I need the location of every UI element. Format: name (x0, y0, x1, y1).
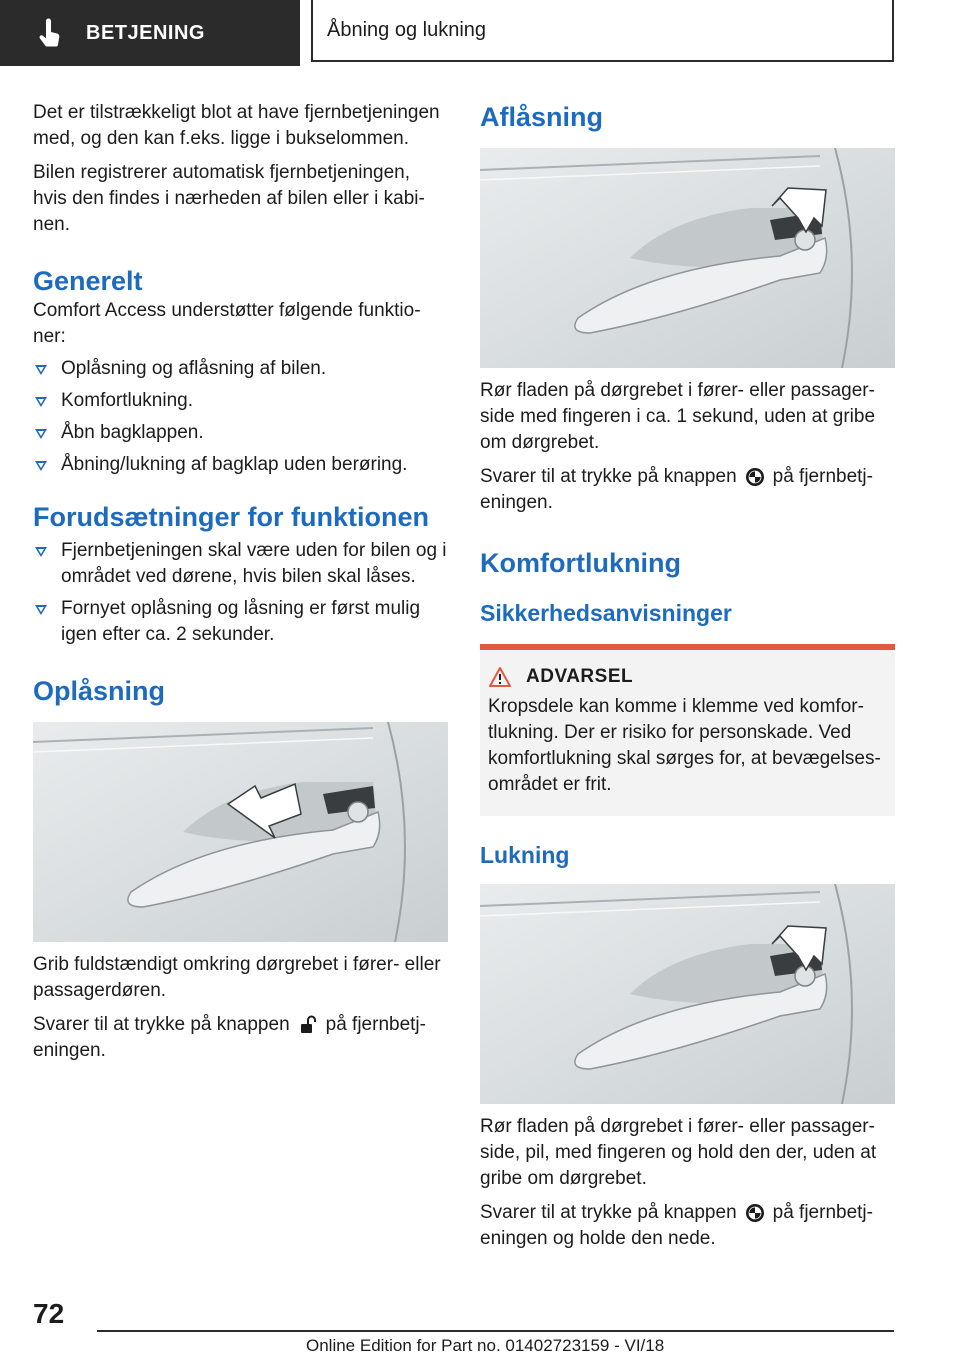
paragraph: Det er tilstrækkeligt blot at have fjernbetjeningen med, og den kan f.eks. ligge i bukselommen. (33, 102, 440, 149)
list-item: Åbn bagklappen. (33, 420, 448, 446)
paragraph: Svarer til at trykke på knappen på fjernbetj-eningen og holde den nede. (480, 1202, 873, 1249)
heading-lukning: Lukning (480, 842, 570, 868)
list-item: Komfortlukning. (33, 388, 448, 414)
bullet-triangle-icon (35, 461, 47, 471)
right-column (480, 100, 895, 1262)
bmw-roundel-icon (745, 1203, 765, 1223)
warning-text: Kropsdele kan komme i klemme ved komfor-tlukning. Der er risiko for personskade. Ved komfortlukning skal sørges for, at bevægelses-området er frit. (488, 696, 881, 795)
footer-divider (97, 1330, 894, 1332)
bmw-roundel-icon (745, 467, 765, 487)
paragraph: Rør fladen på dørgrebet i fører- eller passager-side med fingeren i ca. 1 sekund, uden at gribe om dørgrebet. (480, 380, 876, 453)
edition-text: Online Edition for Part no. 01402723159 - VI/18 (306, 1336, 665, 1355)
generelt-list (33, 356, 448, 478)
door-handle-close-figure (480, 884, 895, 1104)
paragraph: Svarer til at trykke på knappen på fjernbetj-eningen. (33, 1014, 426, 1061)
heading-sikkerhedsanvisninger: Sikkerhedsanvisninger (480, 600, 732, 626)
list-item: Åbning/lukning af bagklap uden berøring. (33, 452, 448, 478)
page-header (0, 0, 960, 66)
warning-triangle-icon (488, 666, 512, 688)
warning-title: ADVARSEL (526, 666, 634, 687)
list-item: Oplåsning og aflåsning af bilen. (33, 356, 448, 382)
heading-forudsaetninger: Forudsætninger for funktionen (33, 502, 429, 532)
bullet-triangle-icon (35, 365, 47, 375)
chapter-title: BETJENING (86, 21, 205, 44)
paragraph: Bilen registrerer automatisk fjernbetjeningen, hvis den findes i nærheden af bilen eller i kabi-nen. (33, 162, 425, 235)
paragraph: Rør fladen på dørgrebet i fører- eller passager-side, pil, med fingeren og hold den der, uden at gribe om dørgrebet. (480, 1116, 877, 1189)
page-number: 72 (33, 1298, 65, 1329)
unlock-icon (298, 1015, 318, 1035)
list-item: Fjernbetjeningen skal være uden for bilen og i området ved dørene, hvis bilen skal låses. (33, 538, 448, 590)
heading-komfortlukning: Komfortlukning (480, 548, 681, 578)
door-handle-lock-figure (480, 148, 895, 368)
heading-oplaasning: Oplåsning (33, 676, 166, 706)
paragraph: Grib fuldstændigt omkring dørgrebet i fører- eller passagerdøren. (33, 954, 441, 1001)
hand-touch-icon (36, 18, 64, 48)
heading-aflaasning: Aflåsning (480, 102, 604, 132)
chapter-tab[interactable] (0, 0, 300, 66)
paragraph: Comfort Access understøtter følgende funktio-ner: (33, 300, 421, 347)
section-tab (311, 0, 894, 62)
left-column (33, 100, 448, 1074)
forudsaetninger-list (33, 538, 448, 648)
bullet-triangle-icon (35, 429, 47, 439)
list-item: Fornyet oplåsning og låsning er først mulig igen efter ca. 2 sekunder. (33, 596, 448, 648)
paragraph: Svarer til at trykke på knappen på fjernbetj-eningen. (480, 466, 873, 513)
heading-generelt: Generelt (33, 266, 143, 296)
section-title: Åbning og lukning (327, 18, 487, 41)
door-handle-unlock-figure (33, 722, 448, 942)
warning-box (480, 644, 895, 816)
bullet-triangle-icon (35, 547, 47, 557)
bullet-triangle-icon (35, 605, 47, 615)
bullet-triangle-icon (35, 397, 47, 407)
